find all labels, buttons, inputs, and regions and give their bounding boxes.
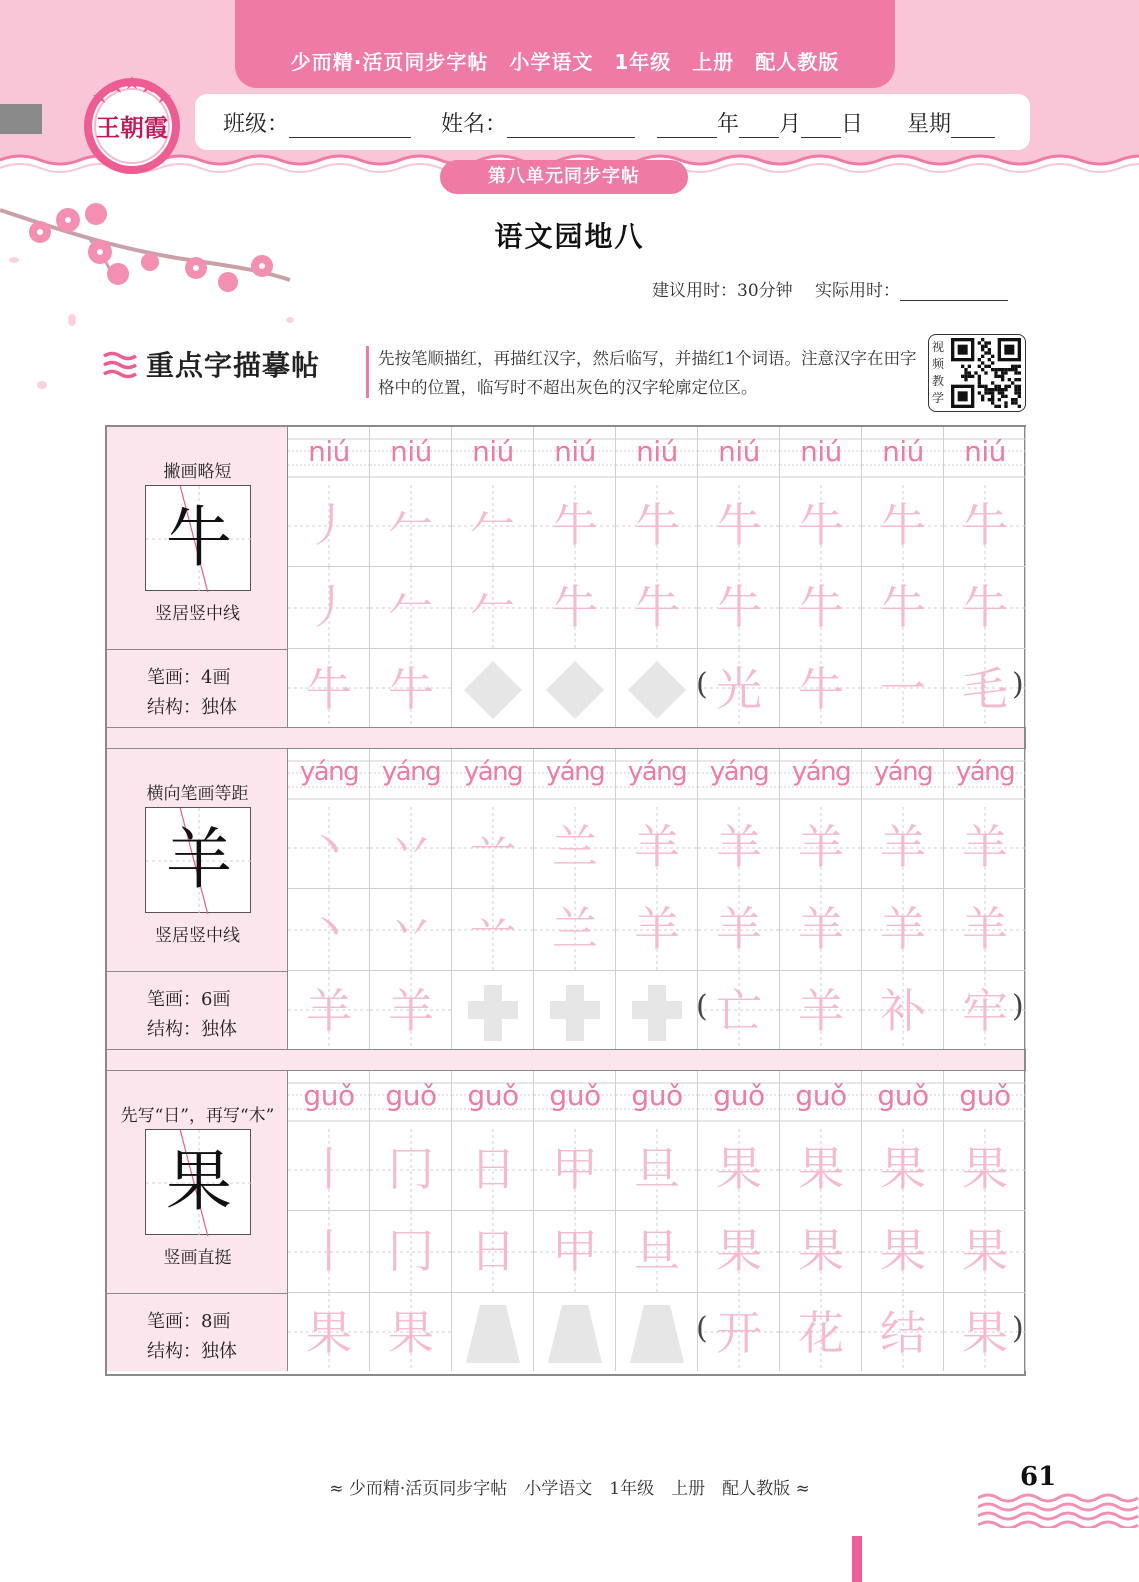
stroke-step-char: 兰	[552, 820, 598, 874]
stroke-step-char: 丶	[306, 902, 352, 956]
trace-character: 羊	[306, 984, 352, 1038]
stroke-step-char: 牛	[716, 580, 762, 634]
video-label: 视频教学	[932, 340, 945, 405]
free-writing-cell[interactable]	[616, 1293, 698, 1371]
pinyin-text: guǒ	[467, 1079, 519, 1112]
pinyin-cell	[452, 749, 534, 807]
stroke-order-cell[interactable]	[616, 485, 698, 567]
character-block	[107, 749, 1024, 1049]
stroke-step-char: 牛	[880, 498, 926, 552]
pinyin-cell	[780, 749, 862, 807]
stroke-step-char: 果	[798, 1142, 844, 1196]
pinyin-cell	[288, 1071, 370, 1129]
pinyin-text: yáng	[873, 757, 933, 787]
suggested-time: 建议用时：30分钟	[652, 281, 793, 301]
stroke-order-cell[interactable]	[452, 567, 534, 649]
stroke-order-cell[interactable]	[862, 485, 944, 567]
stroke-order-cell[interactable]	[288, 485, 370, 567]
word-trace-char: 一	[880, 662, 926, 716]
pinyin-cell	[698, 1071, 780, 1129]
stroke-step-char: 羊	[962, 902, 1008, 956]
model-character-box	[145, 485, 251, 591]
word-trace-char: 毛	[962, 662, 1008, 716]
series-title: 少而精·活页同步字帖 小学语文 1年级 上册 配人教版	[290, 50, 840, 74]
stroke-step-char: 丶	[306, 820, 352, 874]
stroke-step-char: 旦	[634, 1142, 680, 1196]
date-field[interactable]	[657, 107, 863, 138]
actual-time-field[interactable]	[900, 281, 1008, 301]
free-writing-cell[interactable]	[452, 971, 534, 1049]
stroke-count: 笔画：4画	[147, 667, 231, 688]
stroke-info	[107, 971, 288, 1049]
stroke-step-char: 丷	[388, 820, 434, 874]
stroke-order-cell[interactable]	[616, 567, 698, 649]
stroke-order-cell[interactable]	[862, 567, 944, 649]
stroke-order-cell[interactable]	[944, 807, 1026, 889]
stroke-step-char: 果	[962, 1142, 1008, 1196]
practice-cells	[288, 427, 1024, 727]
video-teaching-qr[interactable]	[928, 334, 1026, 412]
wave-bullet-icon	[102, 350, 138, 380]
pinyin-text: yáng	[381, 757, 441, 787]
word-trace-char: 果	[962, 1306, 1008, 1360]
month-label: 月	[779, 112, 802, 137]
word-trace-cell[interactable]	[698, 971, 780, 1049]
stroke-step-char: 果	[880, 1224, 926, 1278]
stroke-step-char: 果	[880, 1142, 926, 1196]
stroke-order-cell[interactable]	[534, 485, 616, 567]
brand-logo	[78, 70, 186, 178]
stroke-order-cell[interactable]	[944, 1129, 1026, 1211]
stroke-order-cell[interactable]	[452, 1129, 534, 1211]
practice-grid	[105, 425, 1026, 1376]
writing-tip-bottom: 竖居竖中线	[155, 604, 240, 624]
word-trace-cell[interactable]	[780, 1293, 862, 1371]
day-label: 日	[841, 112, 864, 137]
trace-character: 牛	[306, 662, 352, 716]
ghost-outline-icon	[534, 1293, 616, 1375]
word-trace-cell[interactable]	[862, 971, 944, 1049]
stroke-order-cell[interactable]	[370, 567, 452, 649]
stroke-step-char: 牛	[552, 498, 598, 552]
pinyin-text: yáng	[955, 757, 1015, 787]
stroke-order-cell[interactable]	[534, 889, 616, 971]
trace-cell[interactable]	[370, 971, 452, 1049]
stroke-order-cell[interactable]	[616, 807, 698, 889]
pinyin-cell	[862, 749, 944, 807]
word-trace-char: 牢	[962, 984, 1008, 1038]
free-writing-cell[interactable]	[616, 649, 698, 727]
stroke-order-cell[interactable]	[698, 567, 780, 649]
writing-tip-bottom: 竖画直挺	[163, 1248, 232, 1268]
pinyin-row	[288, 749, 1024, 807]
word-trace-char: 羊	[798, 984, 844, 1038]
stroke-order-cell[interactable]	[288, 1211, 370, 1293]
pinyin-text: yáng	[791, 757, 851, 787]
word-close-paren: )	[1012, 989, 1024, 1024]
practice-cells	[288, 1071, 1024, 1371]
pinyin-cell	[534, 1071, 616, 1129]
pinyin-cell	[698, 749, 780, 807]
stroke-order-cell[interactable]	[862, 889, 944, 971]
ghost-outline-icon	[452, 649, 534, 731]
writing-tip-bottom: 竖居竖中线	[155, 926, 240, 946]
practice-cells	[288, 749, 1024, 1049]
pinyin-cell	[616, 749, 698, 807]
word-trace-cell[interactable]	[698, 649, 780, 727]
pinyin-row	[288, 1071, 1024, 1129]
stroke-step-char: 冂	[388, 1224, 434, 1278]
bottom-color-mark	[852, 1536, 862, 1582]
stroke-order-cell[interactable]	[452, 1211, 534, 1293]
stroke-order-cell[interactable]	[698, 889, 780, 971]
weekday-label: 星期	[907, 112, 952, 137]
pinyin-text: niú	[308, 435, 350, 468]
character-info-panel	[107, 427, 288, 727]
stroke-step-char: 羊	[798, 902, 844, 956]
pinyin-text: niú	[800, 435, 842, 468]
pinyin-text: guǒ	[959, 1079, 1011, 1112]
name-field[interactable]	[441, 107, 635, 138]
stroke-step-char: 𠂉	[388, 498, 434, 552]
model-character-box	[145, 807, 251, 913]
character-info-panel	[107, 749, 288, 1049]
stroke-step-char: 牛	[798, 580, 844, 634]
class-label: 班级：	[223, 112, 290, 137]
model-character: 果	[166, 1143, 232, 1220]
stroke-order-cell[interactable]	[370, 485, 452, 567]
pinyin-cell	[616, 427, 698, 485]
stroke-order-cell[interactable]	[288, 1129, 370, 1211]
word-trace-cell[interactable]	[780, 649, 862, 727]
name-label: 姓名：	[441, 112, 508, 137]
footer-series: ≈ 少而精·活页同步字帖 小学语文 1年级 上册 配人教版 ≈	[329, 1479, 810, 1499]
free-writing-cell[interactable]	[534, 971, 616, 1049]
stroke-order-cell[interactable]	[862, 807, 944, 889]
trace-cell[interactable]	[288, 971, 370, 1049]
stroke-count: 笔画：6画	[147, 989, 231, 1010]
pinyin-text: guǒ	[713, 1079, 765, 1112]
stroke-step-char: 旦	[634, 1224, 680, 1278]
pinyin-row	[288, 427, 1024, 485]
pinyin-text: yáng	[463, 757, 523, 787]
stroke-order-cell[interactable]	[780, 485, 862, 567]
ghost-outline-icon	[534, 971, 616, 1053]
pinyin-text: guǒ	[385, 1079, 437, 1112]
model-character: 牛	[166, 499, 232, 576]
pinyin-cell	[370, 1071, 452, 1129]
stroke-order-cell[interactable]	[780, 807, 862, 889]
structure: 结构：独体	[147, 1019, 237, 1040]
pinyin-cell	[780, 427, 862, 485]
stroke-order-cell[interactable]	[288, 807, 370, 889]
pinyin-text: guǒ	[549, 1079, 601, 1112]
pinyin-text: niú	[636, 435, 678, 468]
footer-wave-icon	[978, 1490, 1139, 1528]
trace-cell[interactable]	[370, 649, 452, 727]
stroke-count: 笔画：8画	[147, 1311, 231, 1332]
trace-character: 果	[388, 1306, 434, 1360]
pinyin-text: yáng	[299, 757, 359, 787]
word-trace-char: 花	[798, 1306, 844, 1360]
word-trace-char: 光	[716, 662, 762, 716]
stroke-order-cell[interactable]	[698, 1129, 780, 1211]
stroke-order-cell[interactable]	[370, 1129, 452, 1211]
stroke-step-char: 䒑	[470, 902, 516, 956]
free-writing-cell[interactable]	[534, 1293, 616, 1371]
stroke-step-char: 牛	[962, 580, 1008, 634]
page-number: 61	[1020, 1462, 1057, 1492]
stroke-step-char: 丿	[306, 498, 352, 552]
unit-label: 第八单元同步字帖	[440, 160, 688, 194]
word-trace-cell[interactable]	[862, 1293, 944, 1371]
stroke-order-cell[interactable]	[534, 1129, 616, 1211]
word-trace-char: 结	[880, 1306, 926, 1360]
pinyin-text: niú	[964, 435, 1006, 468]
character-block	[107, 1071, 1024, 1371]
pinyin-text: guǒ	[877, 1079, 929, 1112]
pinyin-cell	[452, 427, 534, 485]
pinyin-cell	[698, 427, 780, 485]
pinyin-text: guǒ	[631, 1079, 683, 1112]
stroke-order-cell[interactable]	[616, 1211, 698, 1293]
pinyin-cell	[370, 749, 452, 807]
pinyin-text: niú	[718, 435, 760, 468]
stroke-order-cell[interactable]	[370, 1211, 452, 1293]
logo-text: 王朝霞	[96, 113, 168, 142]
writing-tip-top: 先写“日”，再写“木”	[120, 1106, 275, 1126]
class-field[interactable]	[223, 107, 411, 138]
stroke-order-cell[interactable]	[780, 1129, 862, 1211]
word-trace-char: 补	[880, 984, 926, 1038]
pinyin-cell	[370, 427, 452, 485]
student-info-bar	[195, 94, 1030, 150]
pinyin-text: niú	[882, 435, 924, 468]
year-label: 年	[717, 112, 740, 137]
pinyin-text: guǒ	[795, 1079, 847, 1112]
stroke-step-char: 羊	[962, 820, 1008, 874]
stroke-step-char: 果	[962, 1224, 1008, 1278]
trace-character: 果	[306, 1306, 352, 1360]
stroke-step-char: 羊	[634, 820, 680, 874]
stroke-order-cell[interactable]	[534, 567, 616, 649]
stroke-step-char: 甲	[552, 1224, 598, 1278]
stroke-step-char: 丿	[306, 580, 352, 634]
trace-cell[interactable]	[288, 1293, 370, 1371]
stroke-step-char: 丨	[306, 1142, 352, 1196]
stroke-order-cell[interactable]	[780, 567, 862, 649]
word-open-paren: (	[696, 1311, 708, 1346]
stroke-step-char: 冂	[388, 1142, 434, 1196]
structure: 结构：独体	[147, 1341, 237, 1362]
stroke-order-cell[interactable]	[616, 1129, 698, 1211]
actual-time-label: 实际用时：	[815, 281, 901, 301]
structure: 结构：独体	[147, 697, 237, 718]
trace-cell[interactable]	[370, 1293, 452, 1371]
stroke-step-char: 日	[470, 1142, 516, 1196]
writing-tip-top: 撇画略短	[163, 462, 232, 482]
word-trace-char: 开	[716, 1306, 762, 1360]
stroke-step-char: 丷	[388, 902, 434, 956]
stroke-step-char: 果	[716, 1224, 762, 1278]
pinyin-text: yáng	[545, 757, 605, 787]
stroke-order-cell[interactable]	[452, 889, 534, 971]
stroke-step-char: 羊	[798, 820, 844, 874]
model-character-box	[145, 1129, 251, 1235]
stroke-step-char: 果	[798, 1224, 844, 1278]
word-trace-cell[interactable]	[862, 649, 944, 727]
weekday-field[interactable]	[907, 107, 995, 138]
pinyin-cell	[862, 427, 944, 485]
stroke-order-cell[interactable]	[452, 807, 534, 889]
stroke-step-char: 羊	[716, 820, 762, 874]
pinyin-cell	[616, 1071, 698, 1129]
stroke-order-cell[interactable]	[534, 1211, 616, 1293]
stroke-order-cell[interactable]	[288, 889, 370, 971]
ghost-outline-icon	[616, 971, 698, 1053]
stroke-step-char: 丨	[306, 1224, 352, 1278]
instructions-text: 先按笔顺描红，再描红汉字，然后临写，并描红1个词语。注意汉字在田字格中的位置，临写时不超出灰色的汉字轮廓定位区。	[378, 349, 917, 397]
pinyin-cell	[944, 427, 1026, 485]
stroke-step-char: 牛	[962, 498, 1008, 552]
stroke-step-char: 𠂉	[388, 580, 434, 634]
stroke-step-char: 𠂉	[470, 580, 516, 634]
page-title: 语文园地八	[494, 220, 645, 253]
stroke-info	[107, 649, 288, 727]
stroke-step-char: 日	[470, 1224, 516, 1278]
pinyin-cell	[862, 1071, 944, 1129]
page-edge-tab	[0, 104, 42, 134]
stroke-order-cell[interactable]	[698, 1211, 780, 1293]
pinyin-cell	[534, 749, 616, 807]
ghost-outline-icon	[616, 649, 698, 731]
free-writing-cell[interactable]	[452, 1293, 534, 1371]
trace-character: 牛	[388, 662, 434, 716]
word-open-paren: (	[696, 989, 708, 1024]
stroke-step-char: 牛	[634, 580, 680, 634]
stroke-step-char: 𠂉	[470, 498, 516, 552]
stroke-step-char: 䒑	[470, 820, 516, 874]
word-close-paren: )	[1012, 667, 1024, 702]
stroke-order-cell[interactable]	[534, 807, 616, 889]
ghost-outline-icon	[534, 649, 616, 731]
model-character: 羊	[166, 821, 232, 898]
stroke-step-char: 果	[716, 1142, 762, 1196]
word-open-paren: (	[696, 667, 708, 702]
pinyin-cell	[944, 1071, 1026, 1129]
stroke-order-cell[interactable]	[944, 485, 1026, 567]
pinyin-text: niú	[390, 435, 432, 468]
pinyin-text: yáng	[709, 757, 769, 787]
stroke-order-cell[interactable]	[698, 807, 780, 889]
time-info	[652, 276, 1008, 301]
trace-character: 羊	[388, 984, 434, 1038]
word-trace-char: 牛	[798, 662, 844, 716]
free-writing-cell[interactable]	[452, 649, 534, 727]
pinyin-cell	[288, 749, 370, 807]
stroke-step-char: 兰	[552, 902, 598, 956]
word-trace-cell[interactable]	[698, 1293, 780, 1371]
stroke-step-char: 羊	[880, 820, 926, 874]
pinyin-text: niú	[554, 435, 596, 468]
stroke-step-char: 牛	[552, 580, 598, 634]
qr-code-icon	[951, 338, 1021, 408]
word-trace-char: 亡	[716, 984, 762, 1038]
stroke-order-cell[interactable]	[370, 889, 452, 971]
stroke-step-char: 羊	[634, 902, 680, 956]
ghost-outline-icon	[616, 1293, 698, 1375]
free-writing-cell[interactable]	[616, 971, 698, 1049]
stroke-order-cell[interactable]	[944, 1211, 1026, 1293]
pinyin-cell	[534, 427, 616, 485]
stroke-step-char: 甲	[552, 1142, 598, 1196]
stroke-order-cell[interactable]	[288, 567, 370, 649]
stroke-step-char: 牛	[880, 580, 926, 634]
stroke-step-char: 牛	[798, 498, 844, 552]
trace-cell[interactable]	[288, 649, 370, 727]
pinyin-text: niú	[472, 435, 514, 468]
writing-tip-top: 横向笔画等距	[146, 784, 249, 804]
character-info-panel	[107, 1071, 288, 1371]
pinyin-cell	[288, 427, 370, 485]
stroke-order-cell[interactable]	[862, 1129, 944, 1211]
stroke-order-cell[interactable]	[370, 807, 452, 889]
word-trace-cell[interactable]	[780, 971, 862, 1049]
stroke-order-cell[interactable]	[944, 889, 1026, 971]
pinyin-cell	[780, 1071, 862, 1129]
ghost-outline-icon	[452, 1293, 534, 1375]
pinyin-text: guǒ	[303, 1079, 355, 1112]
stroke-order-cell[interactable]	[862, 1211, 944, 1293]
character-block	[107, 427, 1024, 727]
word-close-paren: )	[1012, 1311, 1024, 1346]
stroke-step-char: 牛	[716, 498, 762, 552]
stroke-order-cell[interactable]	[780, 889, 862, 971]
pinyin-text: yáng	[627, 757, 687, 787]
pinyin-cell	[944, 749, 1026, 807]
stroke-step-char: 羊	[716, 902, 762, 956]
stroke-order-cell[interactable]	[780, 1211, 862, 1293]
free-writing-cell[interactable]	[534, 649, 616, 727]
stroke-step-char: 羊	[880, 902, 926, 956]
stroke-order-cell[interactable]	[616, 889, 698, 971]
section-title: 重点字描摹帖	[146, 349, 321, 382]
stroke-step-char: 牛	[634, 498, 680, 552]
stroke-order-cell[interactable]	[944, 567, 1026, 649]
stroke-order-cell[interactable]	[698, 485, 780, 567]
instruction-divider	[366, 346, 369, 398]
stroke-info	[107, 1293, 288, 1371]
pinyin-cell	[452, 1071, 534, 1129]
stroke-order-cell[interactable]	[452, 485, 534, 567]
ghost-outline-icon	[452, 971, 534, 1053]
